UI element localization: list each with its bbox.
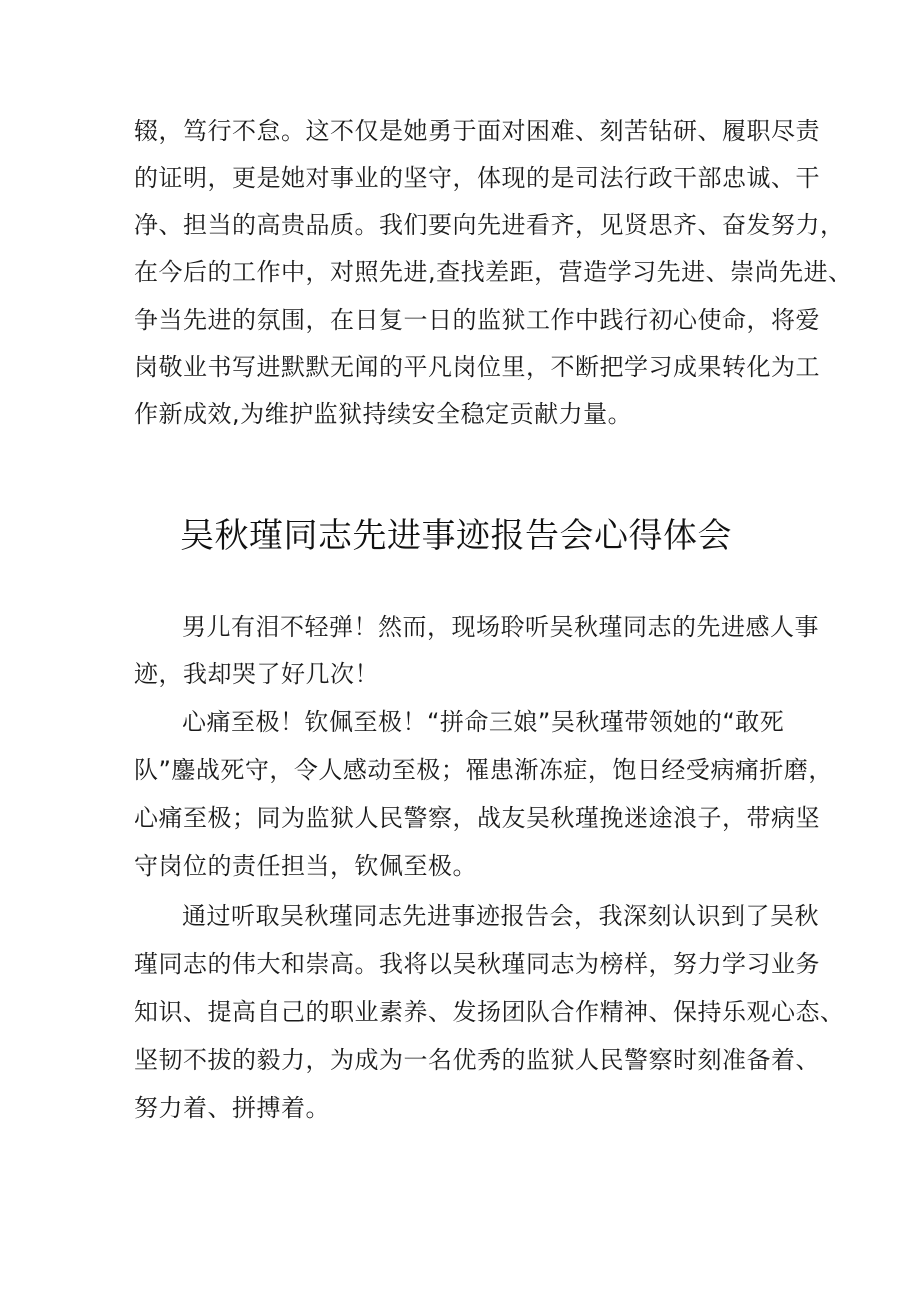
text-line: 作新成效,为维护监狱持续安全稳定贡献力量。 [134, 400, 633, 428]
text-line: 努力着、拼搏着。 [134, 1094, 330, 1122]
text-line: 坚韧不拔的毅力，为成为一名优秀的监狱人民警察时刻准备着、 [134, 1046, 820, 1074]
text-line: 瑾同志的伟大和崇高。我将以吴秋瑾同志为榜样，努力学习业务 [134, 950, 820, 978]
text-line: 的证明，更是她对事业的坚守，体现的是司法行政干部忠诚、干 [134, 164, 820, 192]
text-line: 争当先进的氛围，在日复一日的监狱工作中践行初心使命，将爱 [134, 306, 820, 334]
text-line: 在今后的工作中，对照先进,查找差距，营造学习先进、崇尚先进、 [134, 258, 853, 286]
text-line: 守岗位的责任担当，钦佩至极。 [134, 852, 477, 880]
text-line: 岗敬业书写进默默无闻的平凡岗位里，不断把学习成果转化为工 [134, 353, 820, 381]
text-line: 心痛至极；同为监狱人民警察，战友吴秋瑾挽迷途浪子，带病坚 [134, 804, 820, 832]
text-line: 迹，我却哭了好几次！ [134, 660, 379, 688]
text-line: 净、担当的高贵品质。我们要向先进看齐，见贤思齐、奋发努力， [134, 211, 845, 239]
text-line: 知识、提高自己的职业素养、发扬团队合作精神、保持乐观心态、 [134, 998, 845, 1026]
text-line: 男儿有泪不轻弹！然而，现场聆听吴秋瑾同志的先进感人事 [182, 613, 819, 641]
article-title: 吴秋瑾同志先进事迹报告会心得体会 [180, 516, 732, 556]
text-line: 辍，笃行不怠。这不仅是她勇于面对困难、刻苦钻研、履职尽责 [134, 117, 820, 145]
text-line: 队”鏖战死守，令人感动至极；罹患渐冻症，饱日经受病痛折磨， [134, 756, 833, 784]
text-line: 通过听取吴秋瑾同志先进事迹报告会，我深刻认识到了吴秋 [182, 902, 819, 930]
text-line: 心痛至极！钦佩至极！“拼命三娘”吴秋瑾带领她的“敢死 [182, 708, 785, 736]
